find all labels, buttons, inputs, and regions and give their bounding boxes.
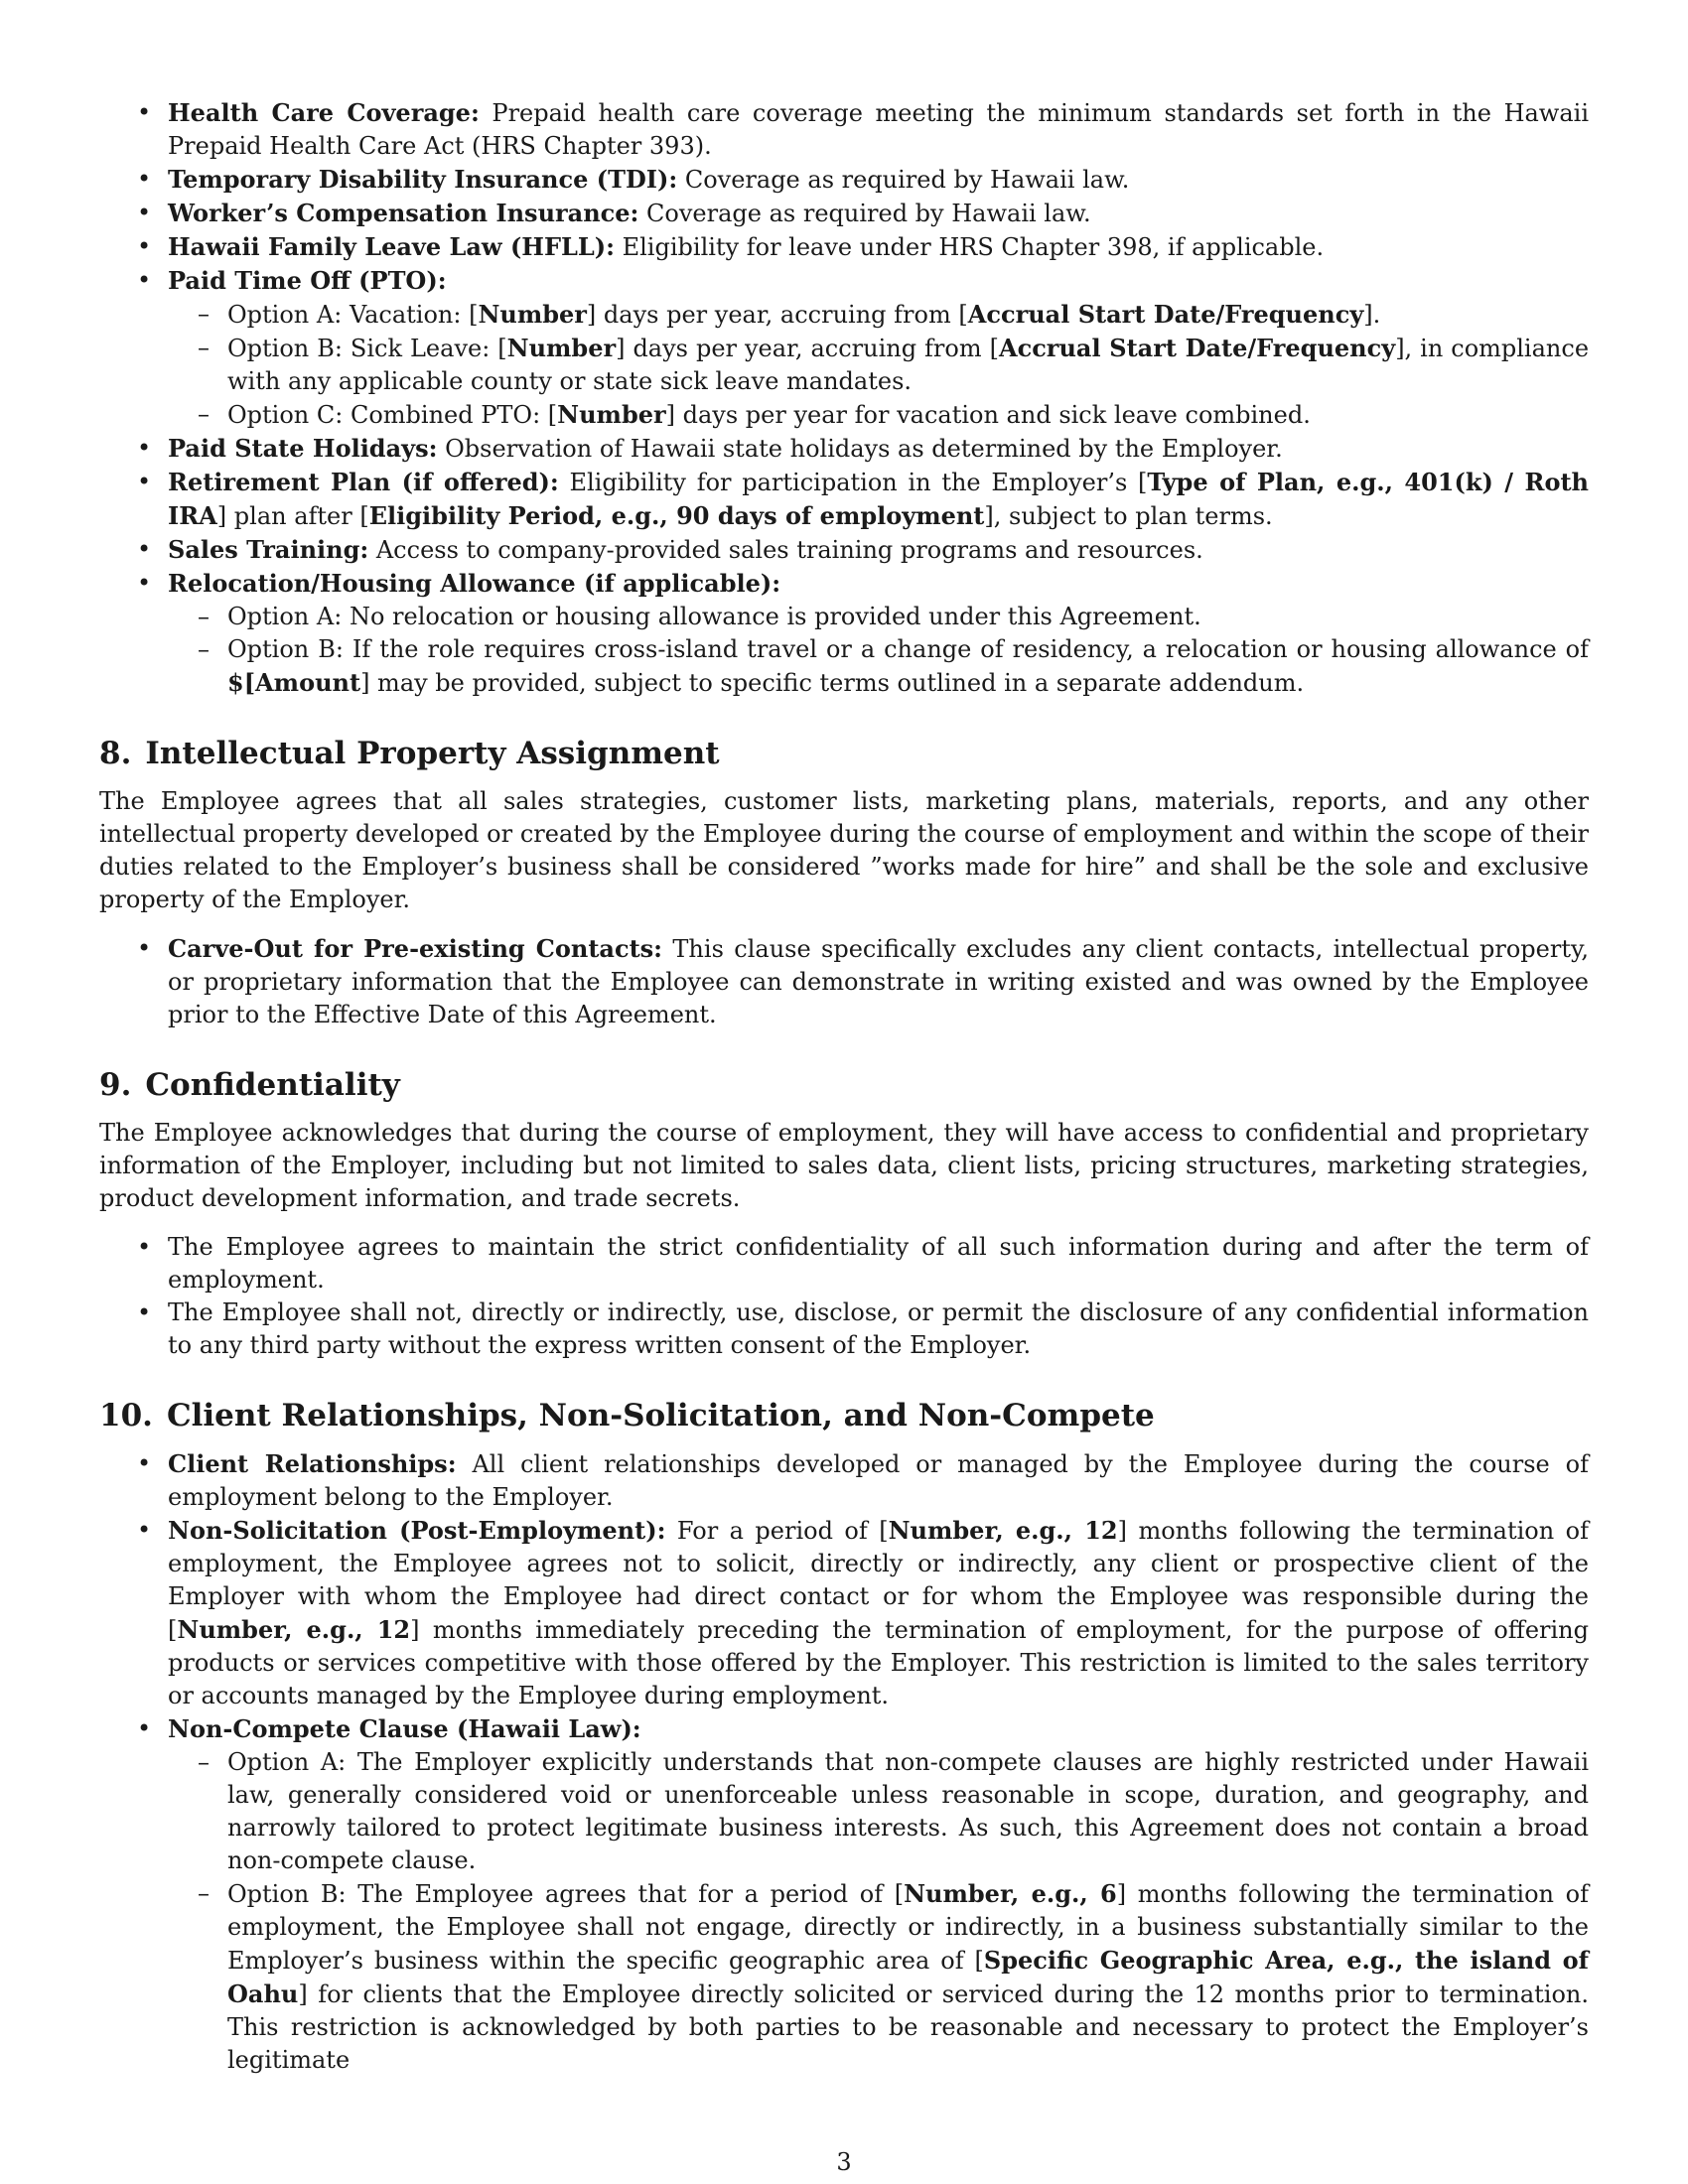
list-item-confidentiality-2: • The Employee shall not, directly or indirectly, use, disclose, or permit the disclosure of any confidential information to any third party without the express written consent of the Employer. bbox=[168, 1297, 1589, 1362]
list-item-carve-out: • Carve-Out for Pre-existing Contacts: This clause specifically excludes any client contacts, intellectual property, or proprietary information that the Employee can demonstrate in writing existed and was owned by the Employee prior to the Effective Date of this Agreement. bbox=[168, 932, 1589, 1031]
page-content bbox=[99, 96, 1589, 2077]
section-9-list bbox=[99, 1231, 1589, 1362]
list-item-pto: • Paid Time Off (PTO): – Option A: Vacation: [Number] days per year, accruing from [Accrual Start Date/Frequency]. – Option B: Sick Leave: [Number] days per year, accruing from [Accrual Start Date/Frequency], in compliance with any applicable county or state sick leave mandates. – Option C: Combined PTO: [Number] days per year for vacation and sick leave combined. bbox=[168, 264, 1589, 432]
relocation-option-b: – Option B: If the role requires cross-island travel or a change of residency, a relocation or housing allowance of $[Amount] may be provided, subject to specific terms outlined in a separate addendum. bbox=[227, 633, 1589, 700]
list-item-health-care: • Health Care Coverage: Prepaid health care coverage meeting the minimum standards set forth in the Hawaii Prepaid Health Care Act (HRS Chapter 393). bbox=[168, 96, 1589, 163]
list-item-non-solicitation: • Non-Solicitation (Post-Employment): For a period of [Number, e.g., 12] months following the termination of employment, the Employee agrees not to solicit, directly or indirectly, any client or prospective client of the Employer with whom the Employee had direct contact or for whom the Employee was responsible during the [Number, e.g., 12] months immediately preceding the termination of employment, for the purpose of offering products or services competitive with those offered by the Employer. This restriction is limited to the sales territory or accounts managed by the Employee during employment. bbox=[168, 1514, 1589, 1712]
list-item-hfll: • Hawaii Family Leave Law (HFLL): Eligibility for leave under HRS Chapter 398, if applicable. bbox=[168, 230, 1589, 264]
section-9-heading: 9. Confidentiality bbox=[99, 1067, 400, 1103]
section-9-paragraph: The Employee acknowledges that during the course of employment, they will have access to confidential and proprietary information of the Employer, including but not limited to sales data, client lists, pricing structures, marketing strategies, product development information, and trade secrets. bbox=[99, 1119, 1589, 1212]
list-item-sales-training: • Sales Training: Access to company-provided sales training programs and resources. bbox=[168, 533, 1589, 567]
non-compete-options bbox=[168, 1746, 1589, 2077]
page-number: 3 bbox=[836, 2148, 852, 2176]
non-compete-option-b: – Option B: The Employee agrees that for a period of [Number, e.g., 6] months following the termination of employment, the Employee shall not engage, directly or indirectly, in a business substantially similar to the Employer’s business within the specific geographic area of [Specific Geographic Area, e.g., the island of Oahu] for clients that the Employee directly solicited or serviced during the 12 months prior to termination. This restriction is acknowledged by both parties to be reasonable and necessary to protect the Employer’s legitimate bbox=[227, 1877, 1589, 2077]
pto-option-c: – Option C: Combined PTO: [Number] days per year for vacation and sick leave combined. bbox=[227, 398, 1589, 432]
list-item-state-holidays: • Paid State Holidays: Observation of Hawaii state holidays as determined by the Employer. bbox=[168, 432, 1589, 466]
pto-option-b: – Option B: Sick Leave: [Number] days per year, accruing from [Accrual Start Date/Frequency], in compliance with any applicable county or state sick leave mandates. bbox=[227, 332, 1589, 398]
list-item-tdi: • Temporary Disability Insurance (TDI): Coverage as required by Hawaii law. bbox=[168, 163, 1589, 197]
relocation-option-a: – Option A: No relocation or housing allowance is provided under this Agreement. bbox=[227, 601, 1589, 633]
section-8-paragraph: The Employee agrees that all sales strategies, customer lists, marketing plans, materials, reports, and any other intellectual property developed or created by the Employee during the course of employment and within the scope of their duties related to the Employer’s business shall be considered ”works made for hire” and shall be the sole and exclusive property of the Employer. bbox=[99, 787, 1589, 913]
relocation-options bbox=[168, 601, 1589, 700]
list-item-non-compete: • Non-Compete Clause (Hawaii Law): – Option A: The Employer explicitly understands that non-compete clauses are highly restricted under Hawaii law, generally considered void or unenforceable unless reasonable in scope, duration, and geography, and narrowly tailored to protect legitimate business interests. As such, this Agreement does not contain a broad non-compete clause. – Option B: The Employee agrees that for a period of [Number, e.g., 6] months following the termination of employment, the Employee shall not engage, directly or indirectly, in a business substantially similar to the Employer’s business within the specific geographic area of [Specific Geographic Area, e.g., the island of Oahu] for clients that the Employee directly solicited or serviced during the 12 months prior to termination. This restriction is acknowledged by both parties to be reasonable and necessary to protect the Employer’s legitimate bbox=[168, 1712, 1589, 2077]
list-item-client-relationships: • Client Relationships: All client relationships developed or managed by the Employee during the course of employment belong to the Employer. bbox=[168, 1447, 1589, 1514]
benefits-list bbox=[99, 96, 1589, 700]
section-10-heading: 10. Client Relationships, Non-Solicitation, and Non-Compete bbox=[99, 1398, 1155, 1433]
section-10-list bbox=[99, 1447, 1589, 2077]
list-item-confidentiality-1: • The Employee agrees to maintain the strict confidentiality of all such information during and after the term of employment. bbox=[168, 1231, 1589, 1297]
section-8-list bbox=[99, 932, 1589, 1031]
list-item-workers-comp: • Worker’s Compensation Insurance: Coverage as required by Hawaii law. bbox=[168, 197, 1589, 230]
pto-option-a: – Option A: Vacation: [Number] days per year, accruing from [Accrual Start Date/Frequency]. bbox=[227, 298, 1589, 332]
list-item-retirement: • Retirement Plan (if offered): Eligibility for participation in the Employer’s [Type of Plan, e.g., 401(k) / Roth IRA] plan after [Eligibility Period, e.g., 90 days of employment], subject to plan terms. bbox=[168, 466, 1589, 533]
pto-options bbox=[168, 298, 1589, 432]
section-8-heading: 8. Intellectual Property Assignment bbox=[99, 736, 720, 771]
non-compete-option-a: – Option A: The Employer explicitly understands that non-compete clauses are highly restricted under Hawaii law, generally considered void or unenforceable unless reasonable in scope, duration, and geography, and narrowly tailored to protect legitimate business interests. As such, this Agreement does not contain a broad non-compete clause. bbox=[227, 1746, 1589, 1877]
list-item-relocation: • Relocation/Housing Allowance (if applicable): – Option A: No relocation or housing allowance is provided under this Agreement. – Option B: If the role requires cross-island travel or a change of residency, a relocation or housing allowance of $[Amount] may be provided, subject to specific terms outlined in a separate addendum. bbox=[168, 567, 1589, 700]
